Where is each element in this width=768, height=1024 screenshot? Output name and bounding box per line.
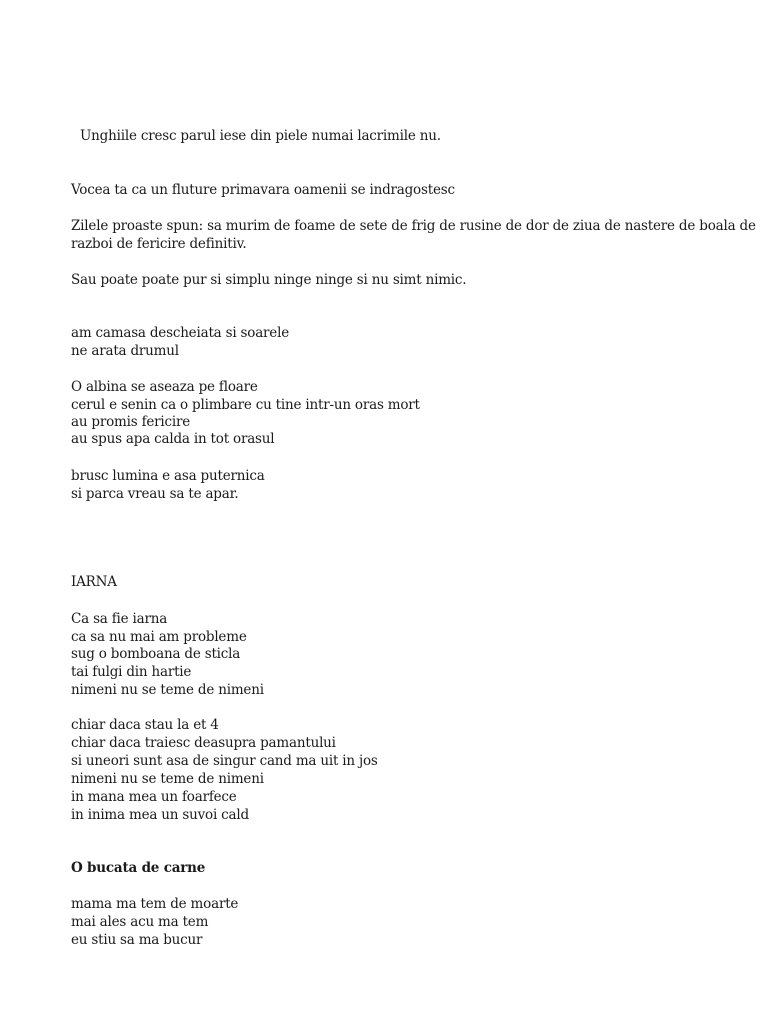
- poem1-line: am camasa descheiata si soarele: [71, 325, 289, 341]
- paragraph-2: Vocea ta ca un fluture primavara oamenii se indragostesc: [71, 182, 455, 198]
- poem3-title: O bucata de carne: [71, 860, 206, 876]
- poem2-line: tai fulgi din hartie: [71, 664, 192, 680]
- paragraph-3-line-1: Zilele proaste spun: sa murim de foame de sete de frig de rusine de dor de ziua de nastere de boala de: [71, 218, 756, 234]
- poem2-line: ca sa nu mai am probleme: [71, 629, 247, 645]
- poem2-line: sug o bomboana de sticla: [71, 646, 241, 662]
- paragraph-1: Unghiile cresc parul iese din piele numai lacrimile nu.: [80, 128, 441, 144]
- poem3-line: eu stiu sa ma bucur: [71, 932, 203, 948]
- poem2-line: si uneori sunt asa de singur cand ma uit in jos: [71, 753, 378, 769]
- poem2-line: nimeni nu se teme de nimeni: [71, 771, 264, 787]
- poem2-line: Ca sa fie iarna: [71, 611, 168, 627]
- poem1-line: au spus apa calda in tot orasul: [71, 431, 275, 447]
- poem2-title: IARNA: [71, 574, 117, 590]
- poem1-line: cerul e senin ca o plimbare cu tine intr-un oras mort: [71, 397, 420, 413]
- poem1-line: brusc lumina e asa puternica: [71, 468, 265, 484]
- poem1-line: O albina se aseaza pe floare: [71, 379, 258, 395]
- poem2-line: chiar daca traiesc deasupra pamantului: [71, 735, 336, 751]
- poem3-line: mama ma tem de moarte: [71, 896, 239, 912]
- poem2-line: nimeni nu se teme de nimeni: [71, 682, 264, 698]
- poem1-line: au promis fericire: [71, 414, 191, 430]
- paragraph-3-line-2: razboi de fericire definitiv.: [71, 236, 247, 252]
- poem3-line: mai ales acu ma tem: [71, 914, 209, 930]
- poem2-line: in mana mea un foarfece: [71, 789, 237, 805]
- poem1-line: si parca vreau sa te apar.: [71, 486, 239, 502]
- poem2-line: chiar daca stau la et 4: [71, 717, 219, 733]
- paragraph-4: Sau poate poate pur si simplu ninge ninge si nu simt nimic.: [71, 272, 467, 288]
- poem2-line: in inima mea un suvoi cald: [71, 807, 249, 823]
- poem1-line: ne arata drumul: [71, 343, 179, 359]
